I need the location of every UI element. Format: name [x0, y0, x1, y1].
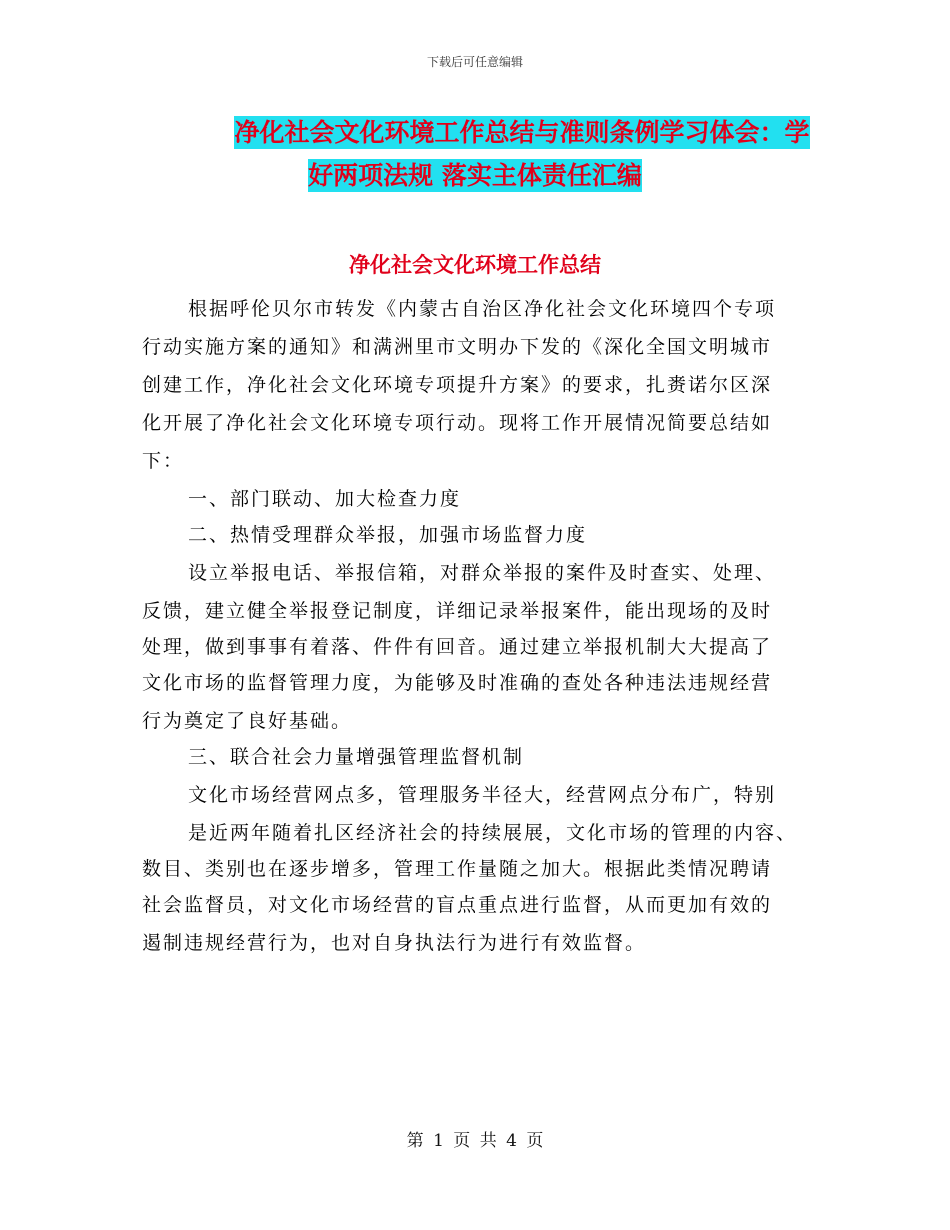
body-line: 社会监督员，对文化市场经营的盲点重点进行监督，从而更加有效的 [142, 894, 773, 916]
body-line: 行为奠定了良好基础。 [142, 710, 353, 732]
body-line: 创建工作，净化社会文化环境专项提升方案》的要求，扎赉诺尔区深 [142, 374, 773, 396]
body-line: 数目、类别也在逐步增多，管理工作量随之加大。根据此类情况聘请 [142, 858, 773, 880]
body-line: 遏制违规经营行为，也对自身执法行为进行有效监督。 [142, 932, 647, 954]
body-line: 二、热情受理群众举报，加强市场监督力度 [188, 524, 588, 546]
body-line: 三、联合社会力量增强管理监督机制 [188, 746, 525, 768]
body-line: 行动实施方案的通知》和满洲里市文明办下发的《深化全国文明城市 [142, 336, 773, 358]
body-line: 文化市场的监督管理力度，为能够及时准确的查处各种违法违规经营 [142, 672, 773, 694]
document-title-line-2 [0, 156, 950, 192]
body-line: 处理，做到事事有着落、件件有回音。通过建立举报机制大大提高了 [142, 636, 773, 658]
body-line: 根据呼伦贝尔市转发《内蒙古自治区净化社会文化环境四个专项 [188, 298, 777, 320]
body-line: 一、部门联动、加大检查力度 [188, 488, 462, 510]
page-footer: 第 1 页 共 4 页 [406, 1131, 544, 1151]
body-line: 是近两年随着扎区经济社会的持续展展，文化市场的管理的内容、 [188, 822, 798, 844]
title-text-1: 净化社会文化环境工作总结与准则条例学习体会：学 [234, 118, 810, 147]
title-text-2: 好两项法规 落实主体责任汇编 [308, 161, 642, 190]
document-title-line-1 [47, 113, 950, 149]
body-line: 下： [142, 450, 185, 472]
body-line: 设立举报电话、举报信箱，对群众举报的案件及时查实、处理、 [188, 562, 777, 584]
section-title: 净化社会文化环境工作总结 [349, 253, 601, 277]
body-line: 化开展了净化社会文化环境专项行动。现将工作开展情况简要总结如 [142, 412, 773, 434]
body-line: 反馈，建立健全举报登记制度，详细记录举报案件，能出现场的及时 [142, 600, 773, 622]
header-note: 下载后可任意编辑 [426, 55, 523, 69]
body-line: 文化市场经营网点多，管理服务半径大，经营网点分布广，特别 [188, 784, 777, 806]
